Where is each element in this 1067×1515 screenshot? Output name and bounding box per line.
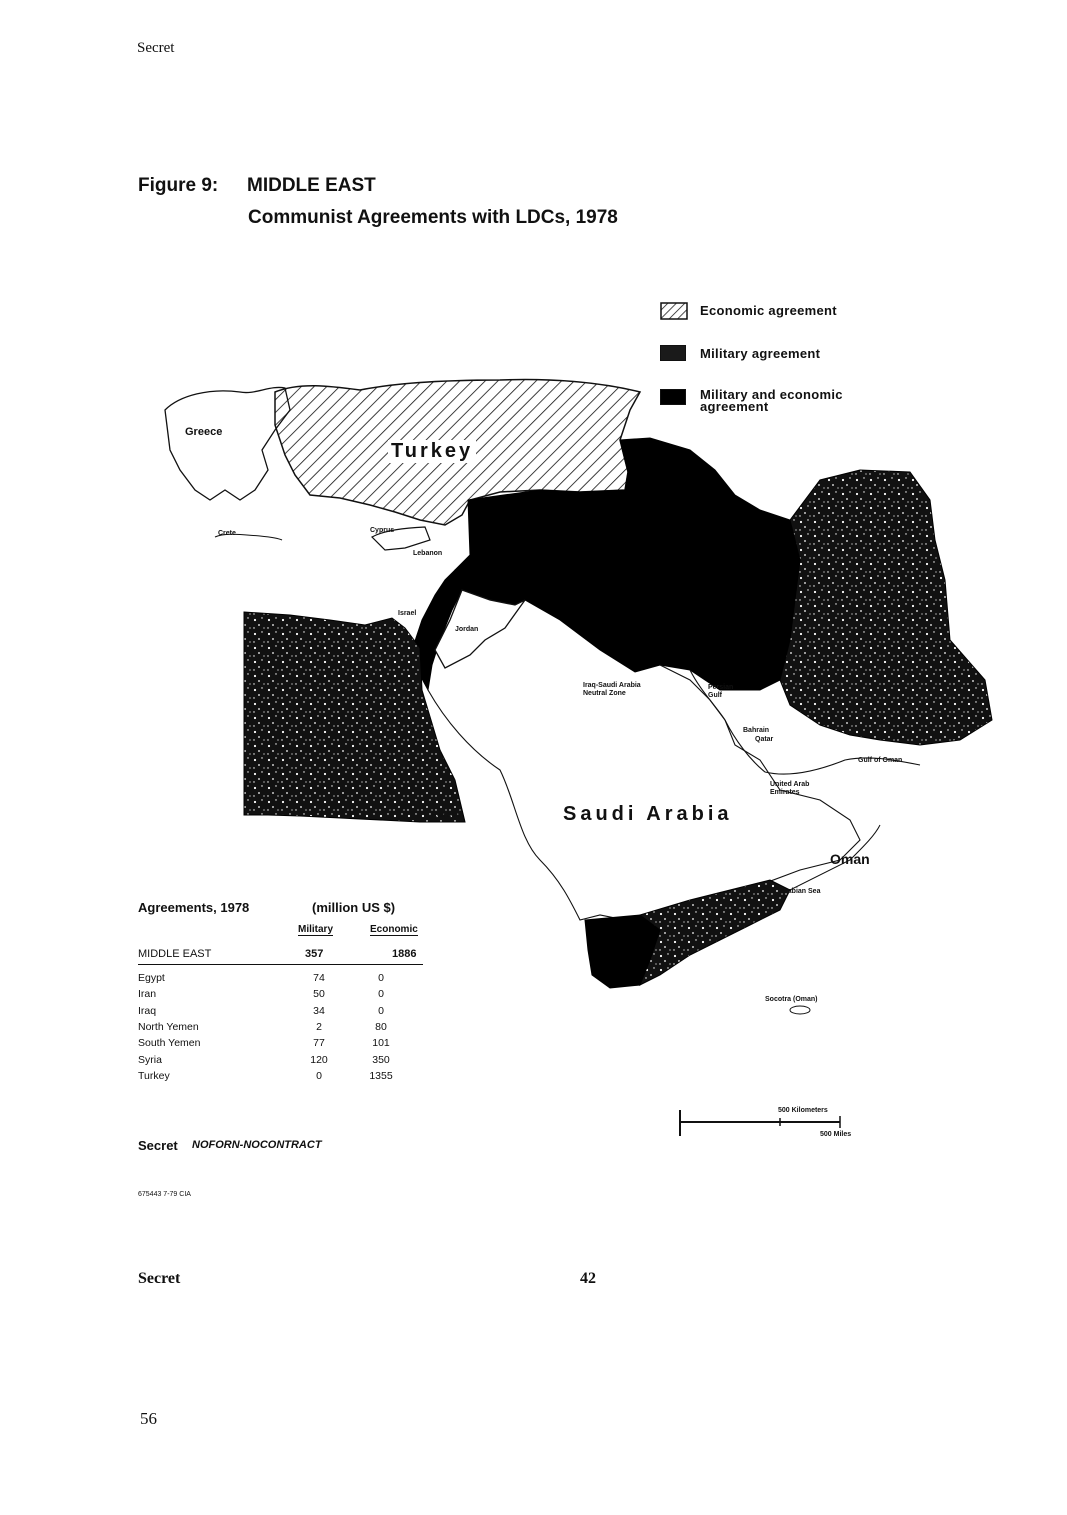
label-bahrain: Bahrain: [743, 727, 770, 734]
label-persian-gulf: Persian Gulf: [708, 684, 734, 699]
military-cell: 120: [310, 1053, 328, 1066]
label-arabian-sea: Arabian Sea: [780, 888, 821, 895]
country-cell: North Yemen: [138, 1021, 199, 1034]
column-header-economic: Economic: [370, 924, 418, 935]
total-row-rule: [138, 964, 423, 965]
country-cell: Syria: [138, 1053, 162, 1066]
military-cell: 50: [313, 988, 325, 1001]
table-row: [138, 1035, 412, 1051]
table-row: [138, 1068, 412, 1084]
legend-military-label: Military agreement: [700, 346, 821, 361]
country-cell: Iraq: [138, 1004, 157, 1017]
total-military: 357: [305, 948, 324, 960]
scale-km-label: 500 Kilometers: [778, 1107, 828, 1114]
label-neutral-zone: Iraq-Saudi Arabia Neutral Zone: [583, 682, 641, 697]
economic-cell: 0: [378, 972, 384, 985]
label-uae: United Arab Emirates: [770, 781, 810, 796]
label-jordan: Jordan: [455, 626, 479, 633]
military-cell: 2: [316, 1021, 322, 1034]
legend-military-economic-label: Military and economic agreement: [700, 387, 843, 414]
south-yemen-region: [640, 880, 790, 985]
table-row: [138, 1051, 412, 1067]
economic-cell: 350: [372, 1053, 390, 1066]
table-unit: (million US $): [312, 900, 396, 915]
label-socotra: Socotra (Oman): [765, 996, 818, 1003]
footer-secret-marking: Secret: [138, 1138, 178, 1153]
country-cell: Turkey: [138, 1069, 170, 1082]
label-red-sea: Red Sea: [432, 812, 460, 819]
figure-number: Figure 9:: [138, 175, 219, 196]
military-cell: 77: [313, 1037, 325, 1050]
military-cell: 34: [313, 1004, 325, 1017]
legend-economic-label: Economic agreement: [700, 303, 837, 318]
scale-mi-label: 500 Miles: [820, 1131, 852, 1138]
label-turkey: Turkey: [388, 440, 476, 463]
archive-page-number: 56: [140, 1409, 157, 1428]
label-oman: Oman: [830, 851, 870, 867]
economic-cell: 0: [378, 1004, 384, 1017]
label-gulf-of-oman: Gulf of Oman: [858, 757, 903, 764]
military-cell: 74: [313, 972, 325, 985]
total-economic: 1886: [392, 948, 417, 960]
military-cell: 0: [316, 1069, 322, 1082]
page-classification: Secret: [138, 1270, 181, 1287]
country-cell: South Yemen: [138, 1037, 201, 1050]
footer-caveat: NOFORN-NOCONTRACT: [192, 1139, 322, 1151]
label-saudi-arabia: Saudi Arabia: [563, 803, 733, 825]
economic-cell: 1355: [369, 1069, 393, 1082]
table-row: [138, 1019, 412, 1035]
table-row: [138, 1003, 412, 1019]
agreements-table: [138, 970, 412, 1084]
country-cell: Egypt: [138, 972, 165, 985]
table-title: Agreements, 1978: [138, 900, 250, 915]
figure-region-title: MIDDLE EAST: [247, 175, 376, 196]
economic-cell: 80: [375, 1021, 387, 1034]
table-row: [138, 970, 412, 986]
label-crete: Crete: [218, 530, 236, 537]
label-israel: Israel: [398, 610, 417, 617]
economic-cell: 0: [378, 988, 384, 1001]
column-header-military: Military: [298, 924, 334, 935]
label-lebanon: Lebanon: [413, 550, 443, 557]
economic-cell: 101: [372, 1037, 390, 1050]
total-row-label: MIDDLE EAST: [138, 948, 212, 960]
iran-region: [780, 470, 992, 745]
socotra-island: [790, 1006, 810, 1014]
table-row: [138, 986, 412, 1002]
doc-code: 675443 7-79 CIA: [138, 1191, 191, 1198]
label-qatar: Qatar: [755, 736, 774, 743]
header-classification: Secret: [137, 40, 175, 56]
country-cell: Iran: [138, 988, 157, 1001]
greece-outline: [165, 387, 290, 500]
label-cyprus: Cyprus: [370, 527, 395, 534]
label-greece: Greece: [185, 426, 223, 438]
page-number: 42: [580, 1270, 596, 1287]
figure-subtitle: Communist Agreements with LDCs, 1978: [248, 207, 618, 228]
